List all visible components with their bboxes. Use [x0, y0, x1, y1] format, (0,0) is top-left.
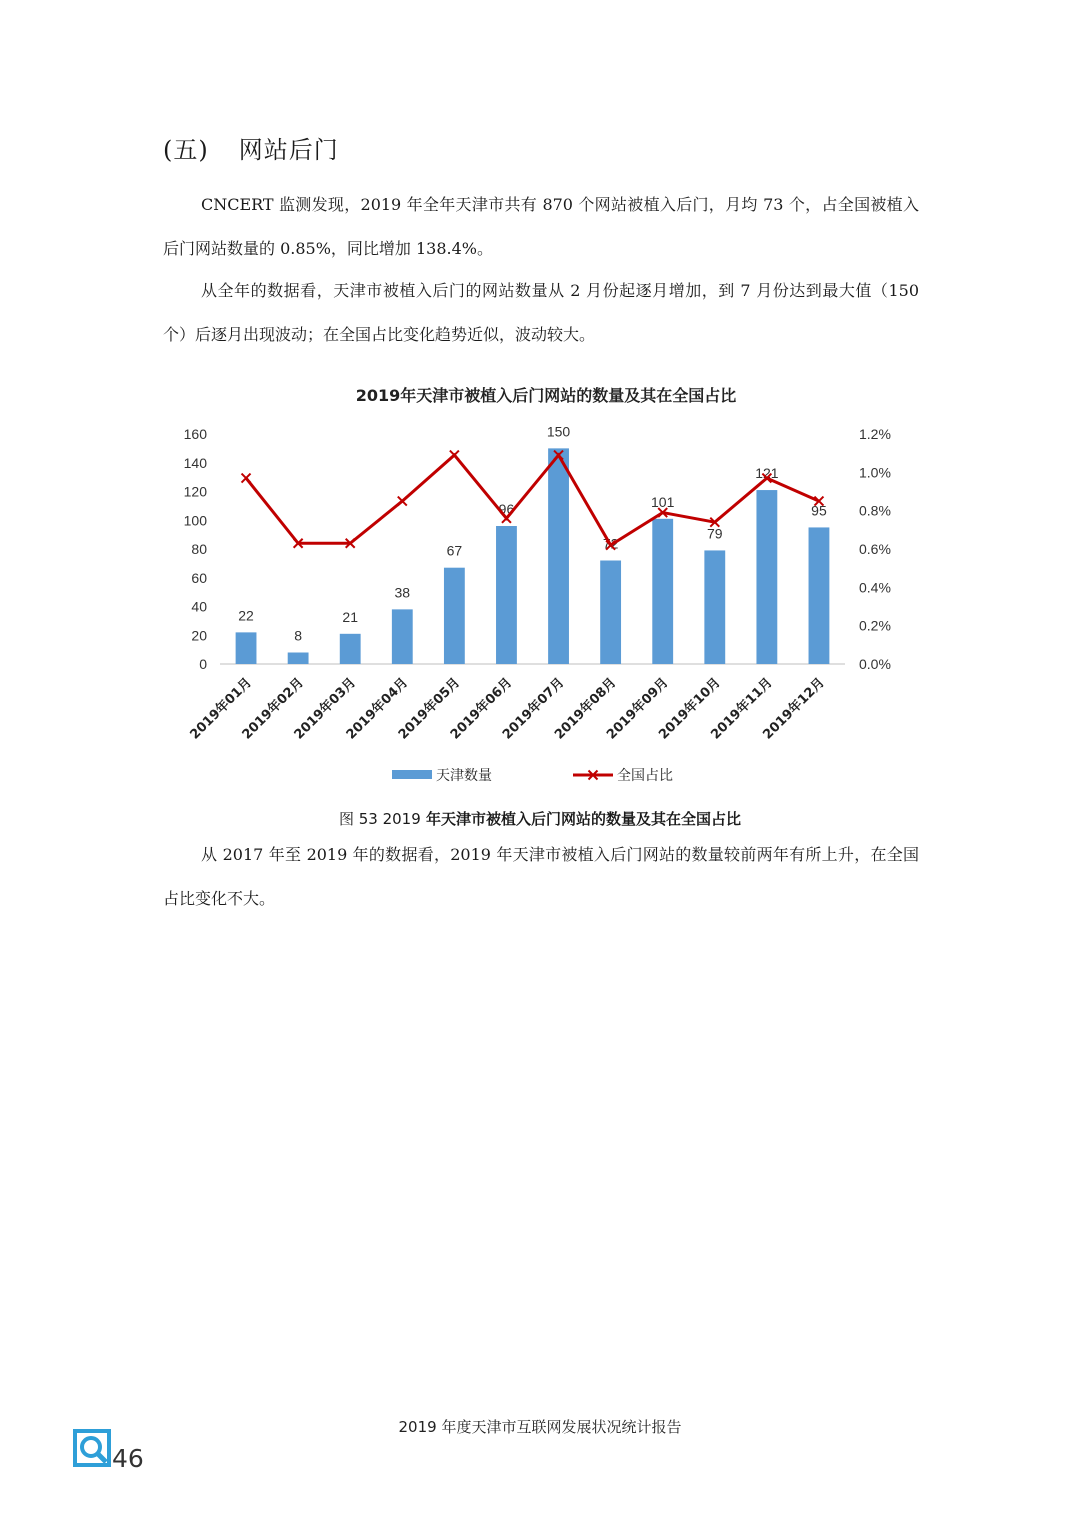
- x-tick-label: 2019年10月: [656, 675, 724, 743]
- bar-data-label: 95: [811, 502, 827, 519]
- bar: [652, 519, 673, 664]
- bar: [340, 634, 361, 664]
- y-right-tick-label: 0.0%: [859, 656, 891, 672]
- chart: [150, 370, 950, 800]
- legend-line-label: 全国占比: [617, 768, 673, 784]
- bar: [704, 550, 725, 664]
- y-left-tick-label: 80: [191, 541, 207, 557]
- x-tick-label: 2019年04月: [343, 675, 412, 743]
- share-point-marker: [398, 497, 407, 506]
- chart-svg: [150, 370, 950, 800]
- caption-prefix: 图 53 2019: [338, 810, 421, 828]
- footer-report-title: 2019 年度天津市互联网发展状况统计报告: [398, 1418, 682, 1436]
- figure-caption: [0, 808, 1080, 829]
- x-tick-label: 2019年11月: [708, 675, 776, 743]
- bar-data-label: 72: [602, 535, 619, 552]
- y-left-tick-label: 160: [183, 426, 207, 442]
- x-tick-label: 2019年05月: [395, 675, 464, 743]
- y-left-tick-label: 20: [191, 627, 207, 644]
- y-left-tick-label: 140: [183, 454, 207, 471]
- section-heading: [163, 130, 339, 165]
- page-number: 46: [112, 1444, 144, 1473]
- x-tick-label: 2019年01月: [187, 675, 255, 743]
- x-tick-label: 2019年06月: [447, 675, 516, 743]
- chart-title: 2019年天津市被植入后门网站的数量及其在全国占比: [355, 386, 737, 405]
- bar: [496, 526, 517, 664]
- share-point-marker: [242, 474, 251, 483]
- bar: [600, 561, 621, 665]
- x-tick-label: 2019年12月: [760, 675, 828, 743]
- bar: [809, 527, 830, 664]
- y-left-tick-label: 60: [191, 569, 207, 586]
- bar-data-label: 67: [446, 542, 463, 559]
- bar: [392, 609, 413, 664]
- bar-data-label: 38: [394, 584, 411, 601]
- section-title: 网站后门: [238, 136, 339, 164]
- bar-data-label: 21: [342, 608, 358, 625]
- x-tick-label: 2019年09月: [604, 675, 672, 743]
- bar-data-label: 22: [238, 607, 254, 624]
- x-tick-label: 2019年07月: [499, 675, 568, 743]
- x-tick-label: 2019年03月: [291, 675, 360, 743]
- paragraph-2: 从全年的数据看，天津市被植入后门的网站数量从 2 月份起逐月增加，到 7 月份达到最大值（150 个）后逐月出现波动；在全国占比变化趋势近似，波动较大。: [163, 281, 919, 344]
- x-tick-label: 2019年02月: [239, 675, 307, 743]
- legend-bar-label: 天津数量: [436, 768, 492, 784]
- section-number: (五): [163, 136, 209, 164]
- y-left-tick-label: 120: [183, 483, 207, 500]
- share-line: [246, 455, 819, 545]
- share-point-marker: [450, 451, 459, 460]
- report-logo-icon: [72, 1428, 112, 1468]
- paragraph-1: CNCERT 监测发现，2019 年全年天津市共有 870 个网站被植入后门，月均 73 个，占全国被植入后门网站数量的 0.85%，同比增加 138.4%。: [163, 195, 919, 258]
- bar-data-label: 101: [651, 493, 675, 510]
- bar: [756, 490, 777, 664]
- y-right-tick-label: 0.4%: [859, 579, 891, 596]
- y-left-tick-label: 100: [183, 512, 207, 529]
- bar-data-label: 150: [546, 423, 571, 440]
- y-right-tick-label: 0.2%: [859, 617, 891, 634]
- paragraph-3: 从 2017 年至 2019 年的数据看，2019 年天津市被植入后门网站的数量较前两年有所上升，在全国占比变化不大。: [163, 845, 919, 908]
- bar: [236, 632, 257, 664]
- y-left-tick-label: 0: [199, 656, 207, 672]
- y-left-tick-label: 40: [191, 598, 207, 615]
- y-right-tick-label: 0.8%: [859, 502, 891, 519]
- bar: [444, 568, 465, 664]
- caption-text: 年天津市被植入后门网站的数量及其在全国占比: [426, 810, 742, 828]
- bar: [548, 448, 569, 664]
- bar: [288, 653, 309, 665]
- bar-data-label: 79: [707, 525, 723, 542]
- y-right-tick-label: 1.2%: [859, 426, 891, 442]
- bar-data-label: 121: [755, 465, 779, 482]
- bar-data-label: 8: [294, 627, 303, 644]
- y-right-tick-label: 0.6%: [859, 541, 891, 557]
- x-tick-label: 2019年08月: [552, 675, 620, 743]
- legend-bar-swatch: [392, 770, 432, 779]
- bar-data-label: 96: [498, 501, 515, 517]
- y-right-tick-label: 1.0%: [859, 464, 891, 481]
